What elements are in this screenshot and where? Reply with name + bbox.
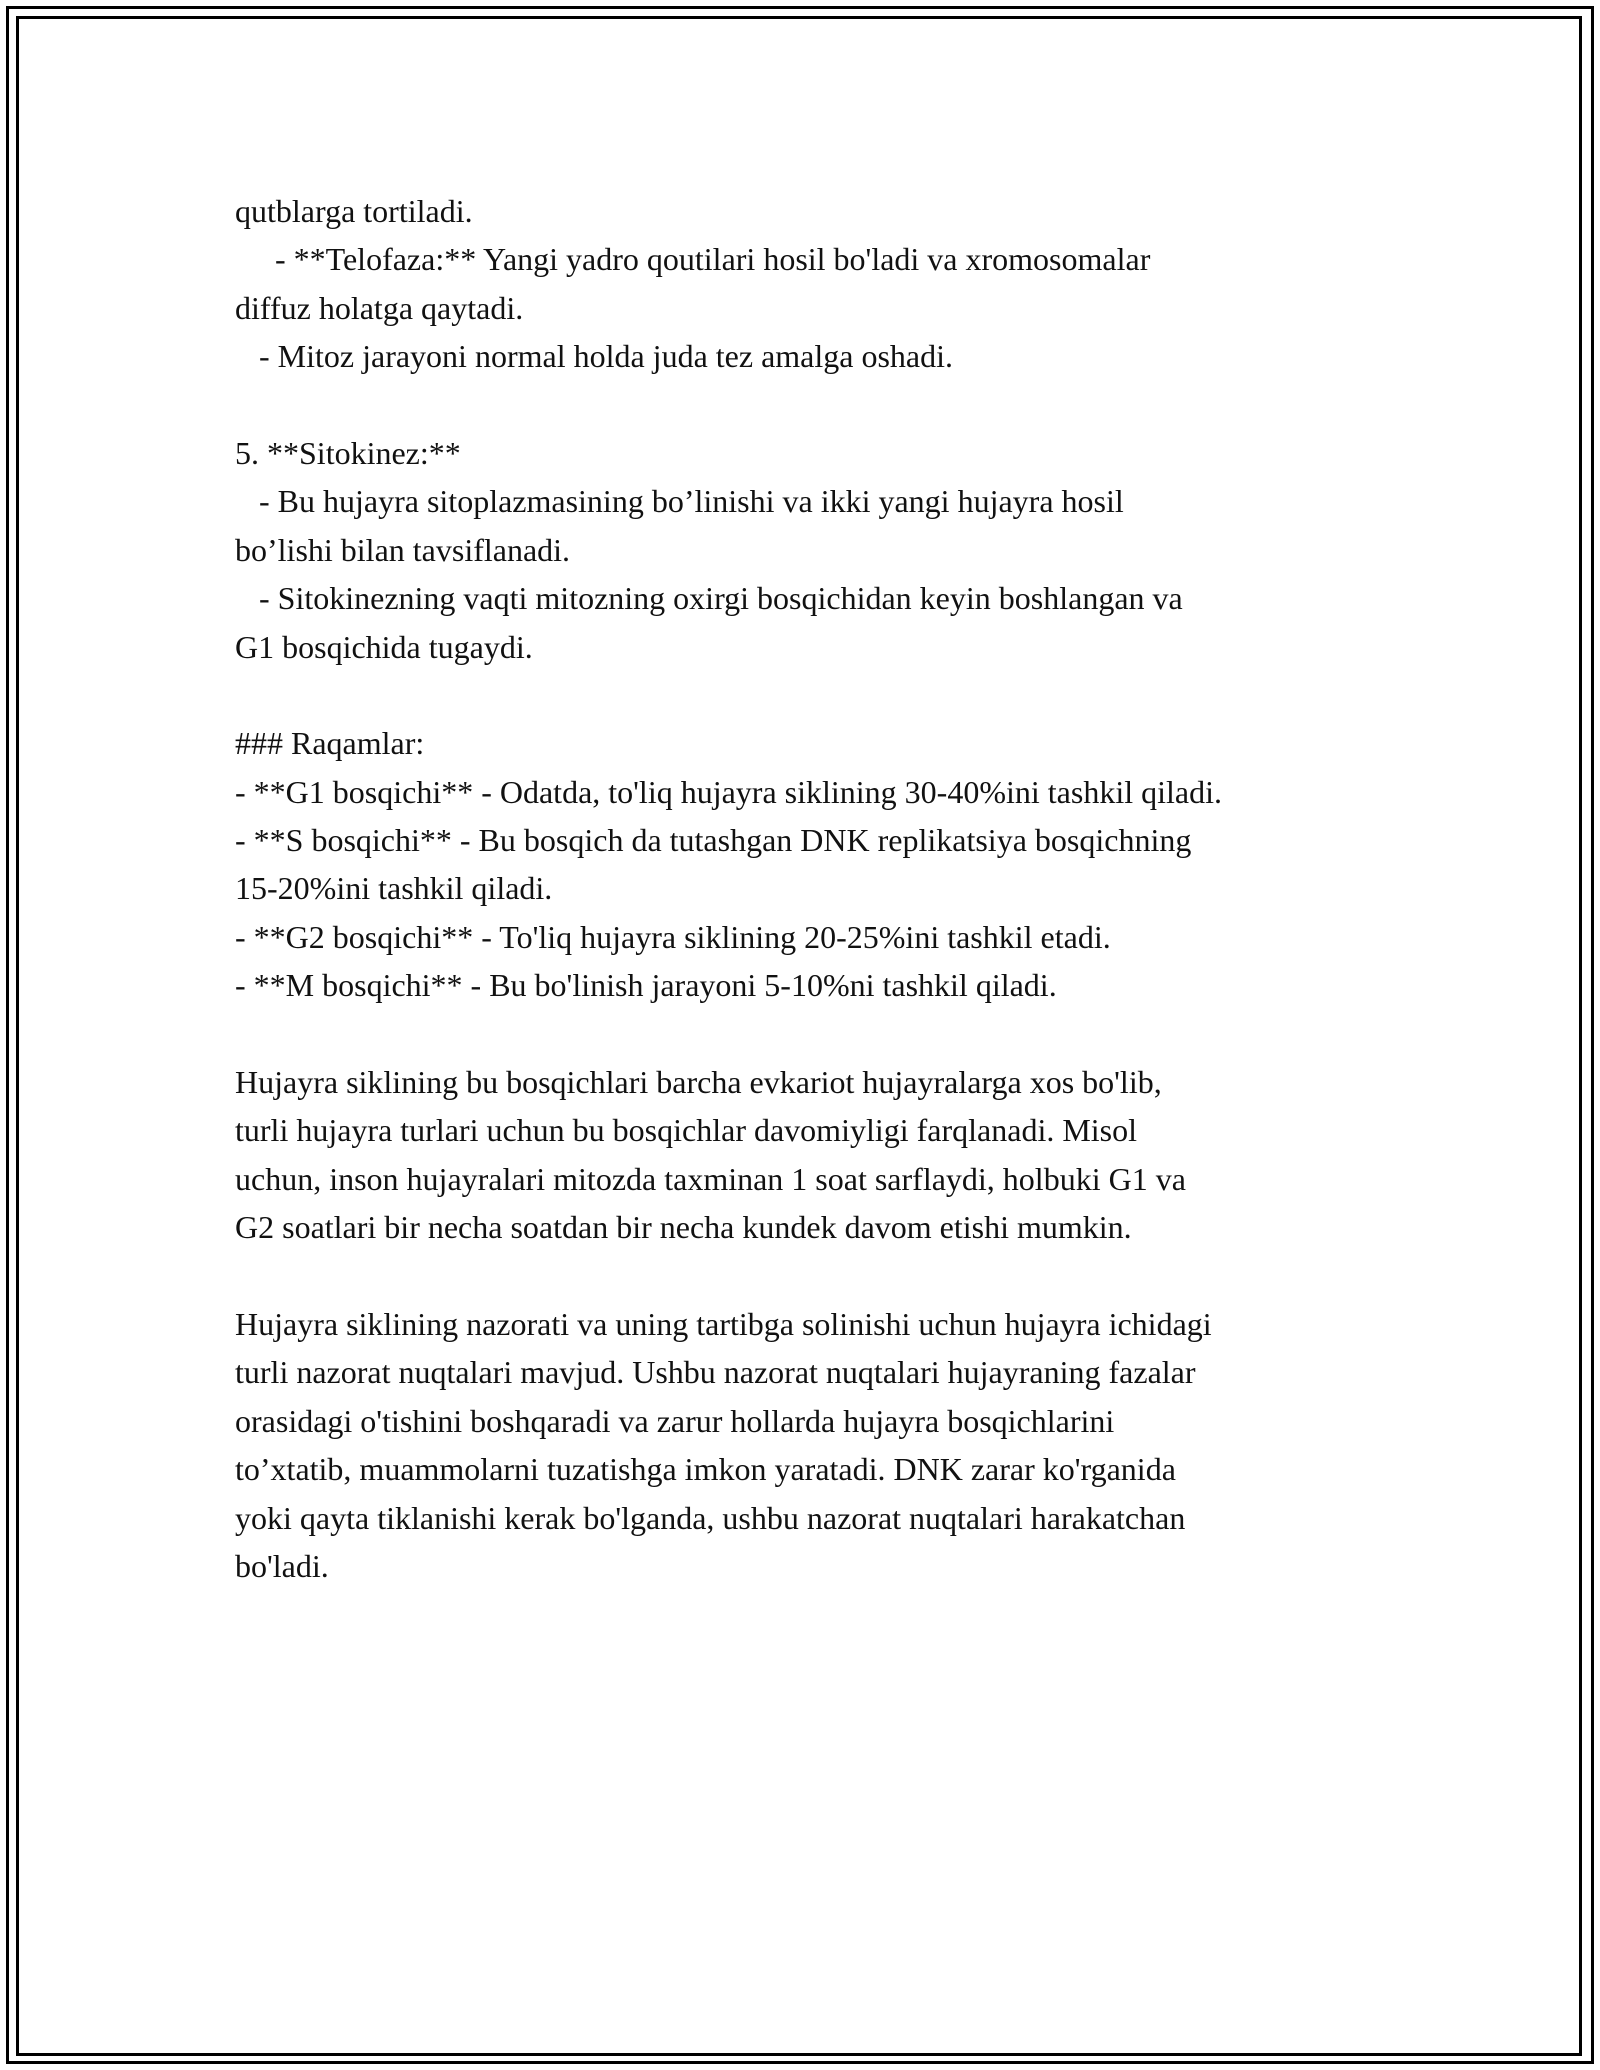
paragraph-line: turli hujayra turlari uchun bu bosqichlar davomiyligi farqlanadi. Misol	[235, 1112, 1138, 1149]
paragraph-line: Hujayra siklining bu bosqichlari barcha evkariot hujayralarga xos bo'lib,	[235, 1064, 1162, 1101]
paragraph-line: turli nazorat nuqtalari mavjud. Ushbu nazorat nuqtalari hujayraning fazalar	[235, 1354, 1196, 1391]
paragraph-line: Hujayra siklining nazorati va uning tartibga solinishi uchun hujayra ichidagi	[235, 1305, 1212, 1342]
text-line: - Bu hujayra sitoplazmasining bo’linishi va ikki yangi hujayra hosil	[235, 483, 1124, 520]
blank-line	[235, 381, 1395, 429]
paragraph-line: yoki qayta tiklanishi kerak bo'lganda, ushbu nazorat nuqtalari harakatchan	[235, 1499, 1186, 1536]
paragraph-line: uchun, inson hujayralari mitozda taxminan 1 soat sarflaydi, holbuki G1 va	[235, 1160, 1186, 1197]
section-heading: 5. **Sitokinez:**	[235, 434, 461, 471]
paragraph-line: G2 soatlari bir necha soatdan bir necha kundek davom etishi mumkin.	[235, 1209, 1132, 1246]
section-heading: ### Raqamlar:	[235, 725, 425, 762]
text-line: - Mitoz jarayoni normal holda juda tez amalga oshadi.	[235, 338, 953, 375]
text-line: G1 bosqichida tugaydi.	[235, 628, 533, 665]
text-line: 15-20%ini tashkil qiladi.	[235, 870, 553, 907]
document-body	[235, 187, 1395, 1590]
list-item: - **S bosqichi** - Bu bosqich da tutashgan DNK replikatsiya bosqichning	[235, 822, 1192, 859]
blank-line	[235, 671, 1395, 719]
list-item: - **M bosqichi** - Bu bo'linish jarayoni 5-10%ni tashkil qiladi.	[235, 967, 1057, 1004]
paragraph-line: orasidagi o'tishini boshqaradi va zarur hollarda hujayra bosqichlarini	[235, 1402, 1115, 1439]
list-item: - **G2 bosqichi** - To'liq hujayra siklining 20-25%ini tashkil etadi.	[235, 918, 1111, 955]
text-line: - **Telofaza:** Yangi yadro qoutilari hosil bo'ladi va xromosomalar	[235, 241, 1151, 278]
paragraph-line: bo'ladi.	[235, 1547, 329, 1584]
list-item: - **G1 bosqichi** - Odatda, to'liq hujayra siklining 30-40%ini tashkil qiladi.	[235, 773, 1222, 810]
blank-line	[235, 1010, 1395, 1058]
text-line: diffuz holatga qaytadi.	[235, 289, 524, 326]
blank-line	[235, 1252, 1395, 1300]
text-line: qutblarga tortiladi.	[235, 193, 473, 229]
paragraph-line: to’xtatib, muammolarni tuzatishga imkon yaratadi. DNK zarar ko'rganida	[235, 1451, 1176, 1488]
text-line: - Sitokinezning vaqti mitozning oxirgi bosqichidan keyin boshlangan va	[235, 580, 1183, 617]
text-line: bo’lishi bilan tavsiflanadi.	[235, 531, 571, 568]
